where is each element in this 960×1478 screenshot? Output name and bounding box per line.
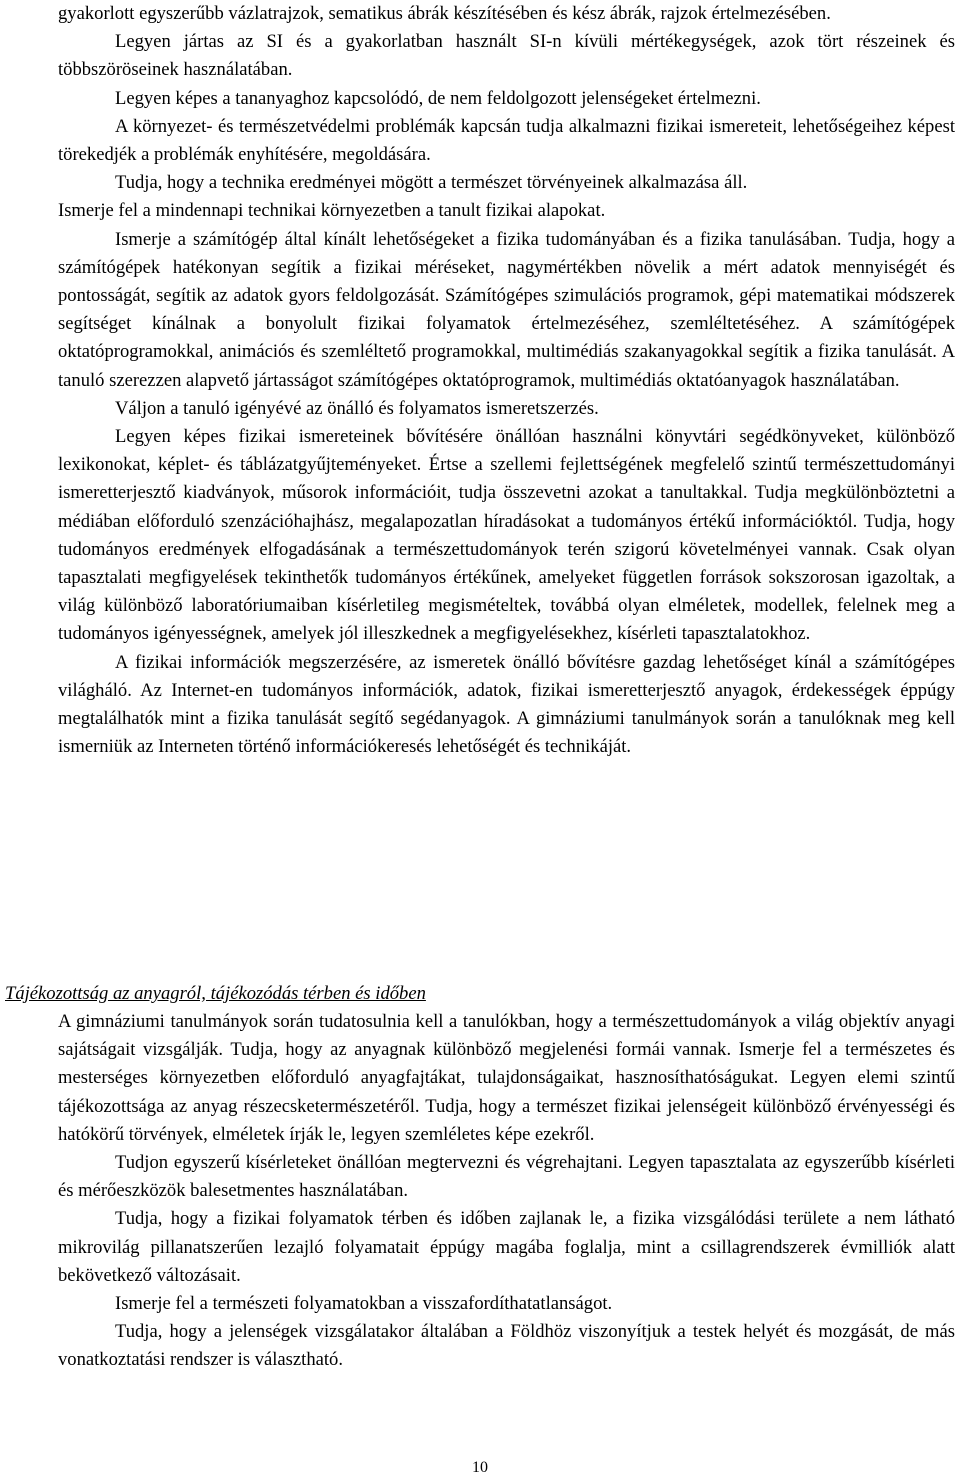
section-heading: Tájékozottság az anyagról, tájékozódás térben és időben [5, 983, 426, 1004]
paragraph: Ismerje fel a mindennapi technikai környezetben a tanult fizikai alapokat. [58, 200, 606, 222]
paragraph: Legyen képes fizikai ismereteinek bővítésére önállóan használni könyvtári segédkönyveket, különböző lexikonokat, képlet- és táblázatgyűjteményeket. Értse a szellemi fejlettségének megfelelő szintű természettudományi ismeretterjesztő kiadványok, műsorok információit, tudja összevetni azokat a tanultakkal. Tudja megkülönböztetni a médiában előforduló szenzációhajhász, megalapozatlan híradásokat a tudományos értékű információktól. Tudja, hogy tudományos eredmények elfogadásának a természettudományok terén szigorú követelményei vannak. Csak olyan tapasztalati megfigyelések tekinthetők tudományos értékűnek, amelyeket független források sokszorosan igazoltak, a világ különböző laboratóriumaiban kísérletileg megismételtek, továbbá olyan elméletek, modellek, felelnek meg a tudományos igényességnek, amelyek jól illeszkednek a megfigyelésekhez, kísérleti tapasztalatokhoz. [58, 426, 955, 645]
paragraph: Legyen jártas az SI és a gyakorlatban használt SI-n kívüli mértékegységek, azok tört részeinek és többszöröseinek használatában. [58, 31, 955, 81]
paragraph: A környezet- és természetvédelmi problémák kapcsán tudja alkalmazni fizikai ismereteit, lehetőségeihez képest törekedjék a problémák enyhítésére, megoldására. [58, 115, 955, 166]
paragraph: Ismerje a számítógép által kínált lehetőségeket a fizika tudományában és a fizika tanulásában. Tudja, hogy a számítógépek hatékonyan segítik a fizikai méréseket, nagymértékben növelik a mért adatok mennyiségét és pontosságát, segítik az adatok gyors feldolgozását. Számítógépes szimulációs programok, gépi matematikai módszerek segítséget kínálnak a bonyolult fizikai folyamatok értelmezéséhez, szemléltetéséhez. A számítógépek oktatóprogramokkal, animációs és szemléltető programokkal, multimédiás szakanyagokkal segítik a fizika tanulását. A tanuló szerezzen alapvető jártasságot számítógépes oktatóprogramok, multimédiás oktatóanyagok használatában. [58, 228, 955, 391]
page-number: 10 [472, 1459, 488, 1476]
body-text-top [58, 0, 955, 761]
paragraph: Tudjon egyszerű kísérleteket önállóan megtervezni és végrehajtani. Legyen tapasztalata az egyszerűbb kísérleti és mérőeszközök balesetmentes használatában. [58, 1152, 955, 1202]
paragraph: gyakorlott egyszerűbb vázlatrajzok, sematikus ábrák készítésében és kész ábrák, rajzok értelmezésében. [58, 3, 831, 24]
paragraph: A gimnáziumi tanulmányok során tudatosulnia kell a tanulókban, hogy a természettudományok a világ objektív anyagi sajátságait vizsgálják. Tudja, hogy az anyagnak különböző megjelenési formái vannak. Ismerje fel a természetes és mesterséges környezetben előforduló anyagfajtákat, tulajdonságaikat, hasznosíthatóságukat. Legyen elemi szintű tájékozottsága az anyag részecsketermészetéről. Tudja, hogy a természet fizikai jelenségeit különböző érvényességi és hatókörű törvények, elméletek írják le, legyen szemléletes képe ezekről. [58, 1011, 955, 1145]
body-text-bottom [58, 1008, 955, 1375]
paragraph: Ismerje fel a természeti folyamatokban a visszafordíthatatlanságot. [115, 1293, 613, 1315]
paragraph: Váljon a tanuló igényévé az önálló és folyamatos ismeretszerzés. [115, 397, 599, 419]
paragraph: Tudja, hogy a jelenségek vizsgálatakor általában a Földhöz viszonyítjuk a testek helyét és mozgását, de más vonatkoztatási rendszer is választható. [58, 1321, 955, 1371]
paragraph: A fizikai információk megszerzésére, az ismeretek önálló bővítésre gazdag lehetőséget kínál a számítógépes világháló. Az Internet-en tudományos információk, adatok, fizikai ismeretterjesztő anyagok, érdekességek éppúgy megtalálhatók mint a fizika tanulását segítő segédanyagok. A gimnáziumi tanulmányok során a tanulóknak meg kell ismerniük az Interneten történő információkeresés lehetőségét és technikáját. [58, 651, 955, 758]
paragraph: Tudja, hogy a technika eredményei mögött a természet törvényeinek alkalmazása áll. [115, 172, 748, 194]
paragraph: Tudja, hogy a fizikai folyamatok térben és időben zajlanak le, a fizika vizsgálódási területe a nem látható mikrovilág pillanatszerűen lezajló folyamatait éppúgy magába foglalja, mint a csillagrendszerek évmilliók alatt bekövetkező változásait. [58, 1208, 955, 1286]
paragraph: Legyen képes a tananyaghoz kapcsolódó, de nem feldolgozott jelenségeket értelmezni. [115, 87, 761, 109]
